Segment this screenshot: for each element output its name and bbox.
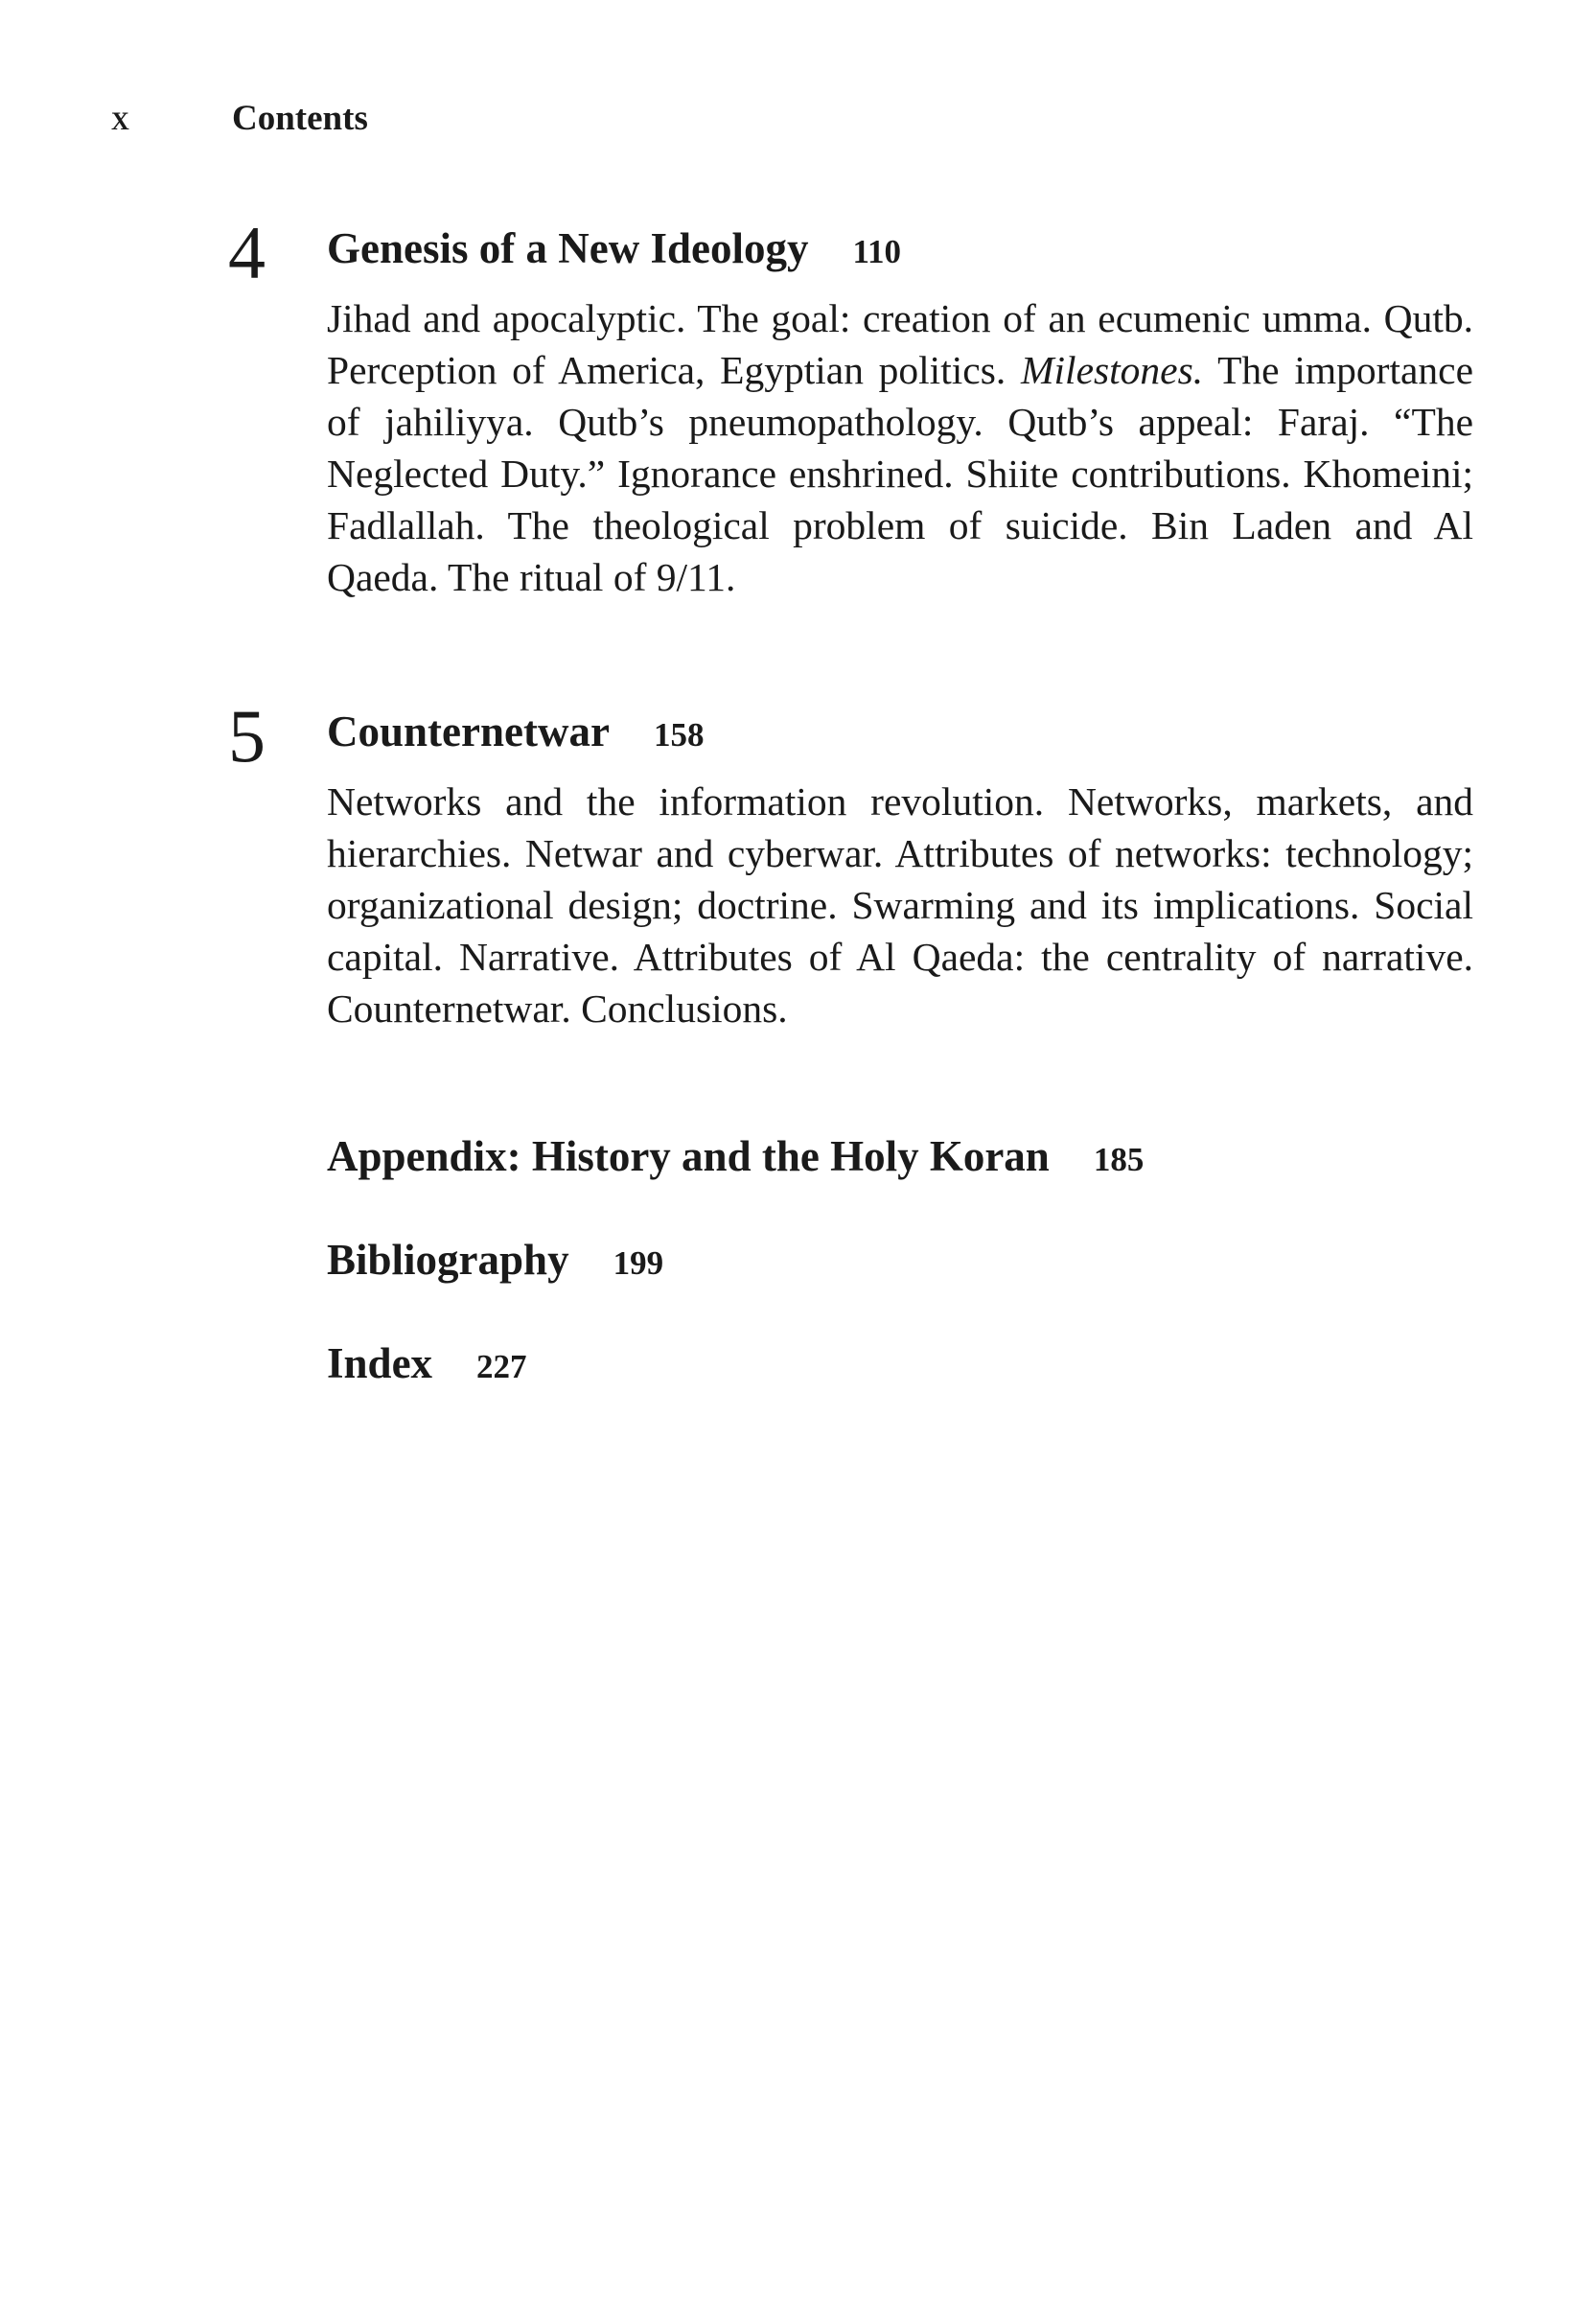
chapter-entry-4 xyxy=(228,211,1474,618)
chapter-summary: Networks and the information revolution. Networks, markets, and hierarchies. Netwar and cyberwar. Attributes of networks: technology; organizational design; doctrine. Swarming and its implications. Social capital. Narrative. Attributes of Al Qaeda: the centrality of narrative. Counternetwar. Conclusions. xyxy=(327,779,1473,1031)
summary-text: Jihad and apocalyptic. The goal: creation of an ecumenic umma. Qutb. Perception of America, Egyptian politics. xyxy=(327,296,1473,392)
summary-italic-title: Milestones. xyxy=(1020,348,1204,392)
backmatter-bibliography xyxy=(327,1235,663,1285)
chapter-title: Counternetwar xyxy=(327,708,610,755)
chapter-summary xyxy=(327,292,1473,603)
chapter-heading xyxy=(327,223,901,273)
backmatter-page-number: 227 xyxy=(476,1348,527,1385)
chapter-heading xyxy=(327,707,704,756)
backmatter-appendix xyxy=(327,1131,1144,1181)
page-folio: x xyxy=(111,99,129,138)
running-head xyxy=(111,98,686,146)
backmatter-title: Bibliography xyxy=(327,1236,569,1284)
chapter-page-number: 110 xyxy=(852,233,902,270)
chapter-page-number: 158 xyxy=(653,716,705,754)
running-head-title: Contents xyxy=(232,99,368,138)
backmatter-page-number: 199 xyxy=(613,1244,664,1282)
chapter-number: 4 xyxy=(228,211,266,294)
backmatter-title: Index xyxy=(327,1339,433,1387)
backmatter-title: Appendix: History and the Holy Koran xyxy=(327,1132,1050,1180)
chapter-title: Genesis of a New Ideology xyxy=(327,224,809,272)
summary-text: The importance of jahiliyya. Qutb’s pneumopathology. Qutb’s appeal: Faraj. “The Neglected Duty.” Ignorance enshrined. Shiite contributions. Khomeini; Fadlallah. The theological problem of suicide. Bin Laden and Al Qaeda. The ritual of 9/11. xyxy=(327,348,1473,599)
backmatter-index xyxy=(327,1338,527,1388)
backmatter-page-number: 185 xyxy=(1093,1141,1145,1178)
chapter-number: 5 xyxy=(228,694,266,778)
chapter-entry-5 xyxy=(228,694,1474,1044)
